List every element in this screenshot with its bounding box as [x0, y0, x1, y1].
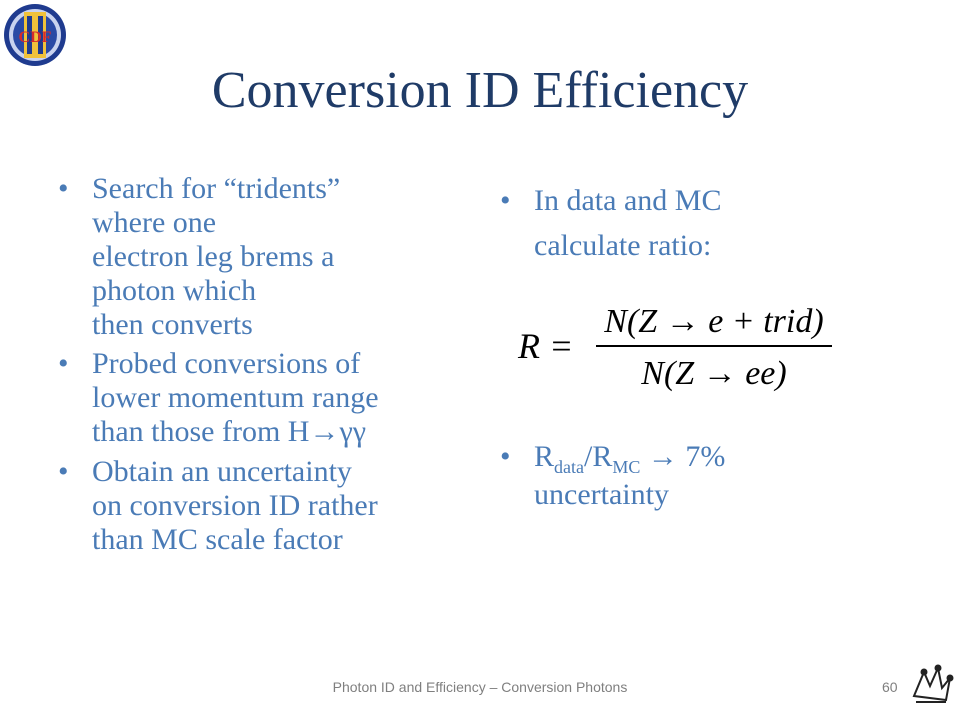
- bullet-data-mc-ratio: [500, 178, 900, 268]
- slide-title: Conversion ID Efficiency: [211, 62, 749, 119]
- page-number: 60: [882, 679, 898, 695]
- bullet-line: than MC scale factor: [92, 522, 343, 556]
- bullet-line: [92, 415, 458, 449]
- bullet-line: uncertainty: [534, 477, 669, 511]
- bullet-rdata-rmc: [500, 440, 900, 512]
- r-symbol: R: [534, 440, 555, 473]
- bullet-line: Search for “tridents”: [92, 172, 341, 205]
- bullet-line: on conversion ID rather: [92, 489, 378, 523]
- crown-logo-icon: [908, 662, 954, 708]
- r-symbol-mc: /R: [584, 440, 613, 473]
- arrow-icon: →: [309, 415, 340, 449]
- slide-footer: Photon ID and Efficiency – Conversion Photons: [332, 679, 628, 695]
- gamma-gamma: γγ: [339, 415, 366, 449]
- bullet-line: Obtain an uncertainty: [92, 455, 352, 489]
- formula-lhs: R =: [518, 326, 574, 366]
- bullet-tridents: [58, 172, 458, 341]
- bullet-obtain-uncertainty: [58, 455, 458, 557]
- uncertainty-value: 7%: [677, 440, 726, 473]
- bullet-line: then converts: [92, 307, 253, 341]
- left-bullet-list: [58, 172, 458, 563]
- cdf-logo-text: CDF: [18, 29, 52, 46]
- bullet-marker: •: [58, 172, 69, 205]
- bullet-line: electron leg brems a: [92, 239, 335, 273]
- ratio-formula: [512, 298, 842, 398]
- bullet-line: In data and MC: [534, 184, 722, 217]
- bullet-text: than those from H: [92, 415, 310, 449]
- bullet-line: [534, 440, 900, 478]
- bullet-marker: •: [58, 455, 69, 489]
- formula-numerator: N(Z → e + trid): [604, 303, 824, 340]
- bullet-line: calculate ratio:: [534, 229, 712, 262]
- bullet-line: lower momentum range: [92, 381, 379, 415]
- bullet-probed-conversions: [58, 347, 458, 449]
- cdf-logo: [2, 2, 68, 68]
- bullet-line: where one: [92, 205, 217, 239]
- subscript-data: data: [554, 457, 584, 477]
- bullet-marker: •: [500, 440, 511, 473]
- bullet-marker: •: [58, 347, 69, 381]
- bullet-line: photon which: [92, 273, 257, 307]
- bullet-line: Probed conversions of: [92, 347, 361, 381]
- right-bullet-list: [500, 178, 900, 268]
- formula-denominator: N(Z → ee): [641, 355, 787, 392]
- arrow-icon: →: [647, 440, 678, 473]
- subscript-mc: MC: [612, 457, 641, 477]
- right-bullet-list-2: [500, 440, 900, 512]
- bullet-marker: •: [500, 184, 511, 217]
